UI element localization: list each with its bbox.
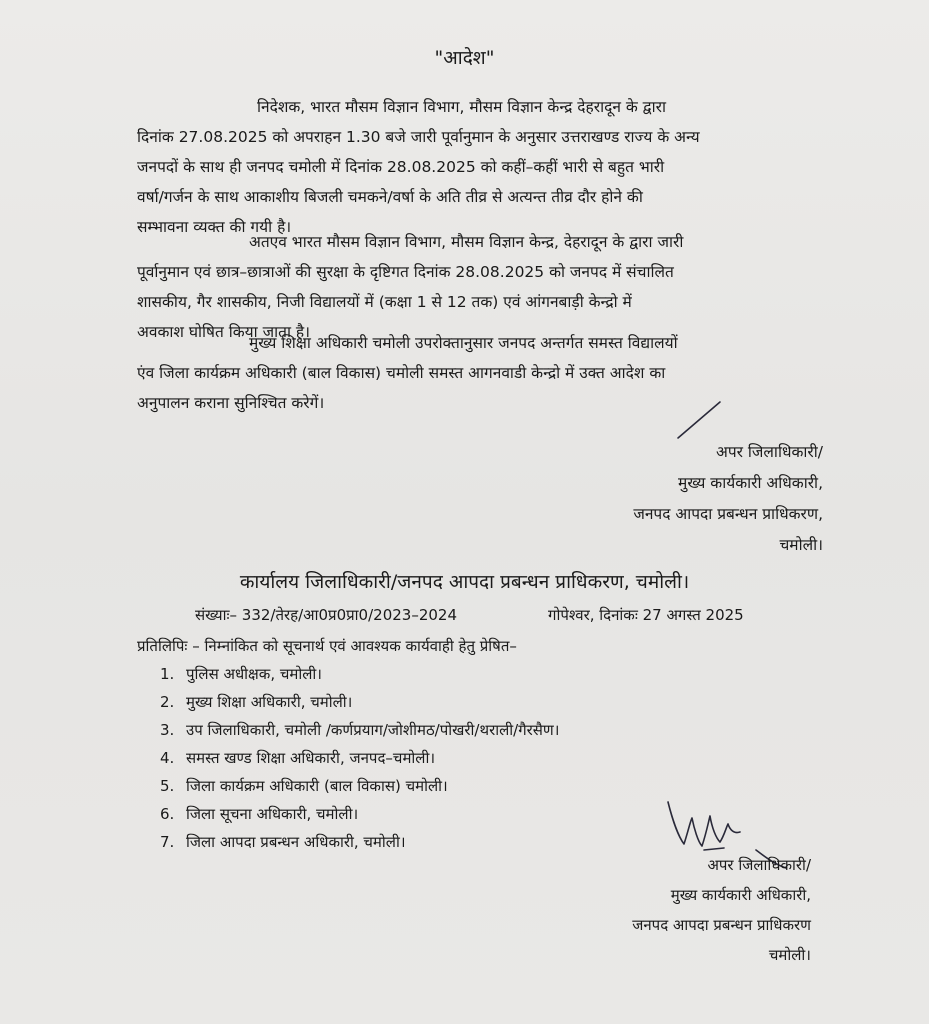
order-title: "आदेश" [434, 47, 495, 69]
signature-2-designation: अपर जिलाधिकारी/ [707, 856, 811, 874]
list-item-number: 3. [160, 721, 175, 739]
list-item-text: जिला कार्यक्रम अधिकारी (बाल विकास) चमोली। [186, 777, 448, 795]
signature-1-place: चमोली। [779, 536, 823, 554]
signature-1-authority: जनपद आपदा प्रबन्धन प्राधिकरण, [633, 505, 823, 523]
reference-place-date: गोपेश्वर, दिनांकः 27 अगस्त 2025 [548, 606, 744, 624]
paragraph-3-line-1: मुख्य शिक्षा अधिकारी चमोली उपरोक्तानुसार जनपद अन्तर्गत समस्त विद्यालयों [249, 334, 678, 352]
list-item [160, 692, 559, 720]
list-item [160, 776, 559, 804]
signature-1-role: मुख्य कार्यकारी अधिकारी, [678, 474, 823, 492]
list-item [160, 720, 559, 748]
recipients-list [160, 664, 559, 860]
list-item-text: जिला सूचना अधिकारी, चमोली। [186, 805, 359, 823]
reference-number: संख्याः– 332/तेरह/आ0प्र0प्रा0/2023–2024 [195, 606, 458, 624]
signature-block-1 [633, 437, 823, 561]
paragraph-2-line-1: अतएव भारत मौसम विज्ञान विभाग, मौसम विज्ञान केन्द्र, देहरादून के द्वारा जारी [249, 233, 684, 251]
list-item-text: समस्त खण्ड शिक्षा अधिकारी, जनपद–चमोली। [186, 749, 436, 767]
signature-2-place: चमोली। [768, 946, 811, 964]
order-paragraph-3 [137, 328, 837, 418]
list-item [160, 804, 559, 832]
paragraph-1-line-3: जनपदों के साथ ही जनपद चमोली में दिनांक 28.08.2025 को कहीं–कहीं भारी से बहुत भारी [137, 158, 665, 176]
list-item-text: पुलिस अधीक्षक, चमोली। [186, 665, 322, 683]
list-item-number: 2. [160, 693, 175, 711]
list-item [160, 664, 559, 692]
list-item-number: 1. [160, 665, 175, 683]
paragraph-2-line-4: अवकाश घोषित किया जाता है। [137, 323, 311, 341]
signature-2-role: मुख्य कार्यकारी अधिकारी, [670, 886, 811, 904]
list-item-number: 4. [160, 749, 175, 767]
paragraph-3-line-3: अनुपालन कराना सुनिश्चित करेगें। [137, 394, 325, 412]
list-item [160, 748, 559, 776]
paragraph-1-line-2: दिनांक 27.08.2025 को अपराहन 1.30 बजे जारी पूर्वानुमान के अनुसार उत्तराखण्ड राज्य के अन्य [137, 128, 700, 146]
list-item-number: 6. [160, 805, 175, 823]
signature-2-authority: जनपद आपदा प्रबन्धन प्राधिकरण [632, 916, 811, 934]
list-item-text: उप जिलाधिकारी, चमोली /कर्णप्रयाग/जोशीमठ/पोखरी/थराली/गैरसैण। [186, 721, 560, 739]
signature-block-2 [632, 850, 811, 970]
signature-1-designation: अपर जिलाधिकारी/ [716, 443, 823, 461]
list-item [160, 832, 559, 860]
list-item-number: 7. [160, 833, 175, 851]
office-heading: कार्यालय जिलाधिकारी/जनपद आपदा प्रबन्धन प्राधिकरण, चमोली। [239, 571, 690, 593]
order-paragraph-1 [137, 92, 837, 242]
paragraph-1-line-4: वर्षा/गर्जन के साथ आकाशीय बिजली चमकने/वर्षा के अति तीव्र से अत्यन्त तीव्र दौर होने की [137, 188, 643, 206]
paragraph-1-line-5: सम्भावना व्यक्त की गयी है। [137, 218, 292, 236]
list-item-text: मुख्य शिक्षा अधिकारी, चमोली। [186, 693, 353, 711]
list-item-number: 5. [160, 777, 175, 795]
list-item-text: जिला आपदा प्रबन्धन अधिकारी, चमोली। [186, 833, 406, 851]
paragraph-3-line-2: एंव जिला कार्यक्रम अधिकारी (बाल विकास) चमोली समस्त आगनवाडी केन्द्रो में उक्त आदेश का [137, 364, 666, 382]
copy-to-line: प्रतिलिपिः – निम्नांकित को सूचनार्थ एवं आवश्यक कार्यवाही हेतु प्रेषित– [137, 637, 517, 655]
paragraph-1-line-1: निदेशक, भारत मौसम विज्ञान विभाग, मौसम विज्ञान केन्द्र देहरादून के द्वारा [257, 98, 666, 116]
paragraph-2-line-3: शासकीय, गैर शासकीय, निजी विद्यालयों में (कक्षा 1 से 12 तक) एवं आंगनबाड़ी केन्द्रो में [137, 293, 632, 311]
paragraph-2-line-2: पूर्वानुमान एवं छात्र–छात्राओं की सुरक्षा के दृष्टिगत दिनांक 28.08.2025 को जनपद में संचालित [137, 263, 674, 281]
